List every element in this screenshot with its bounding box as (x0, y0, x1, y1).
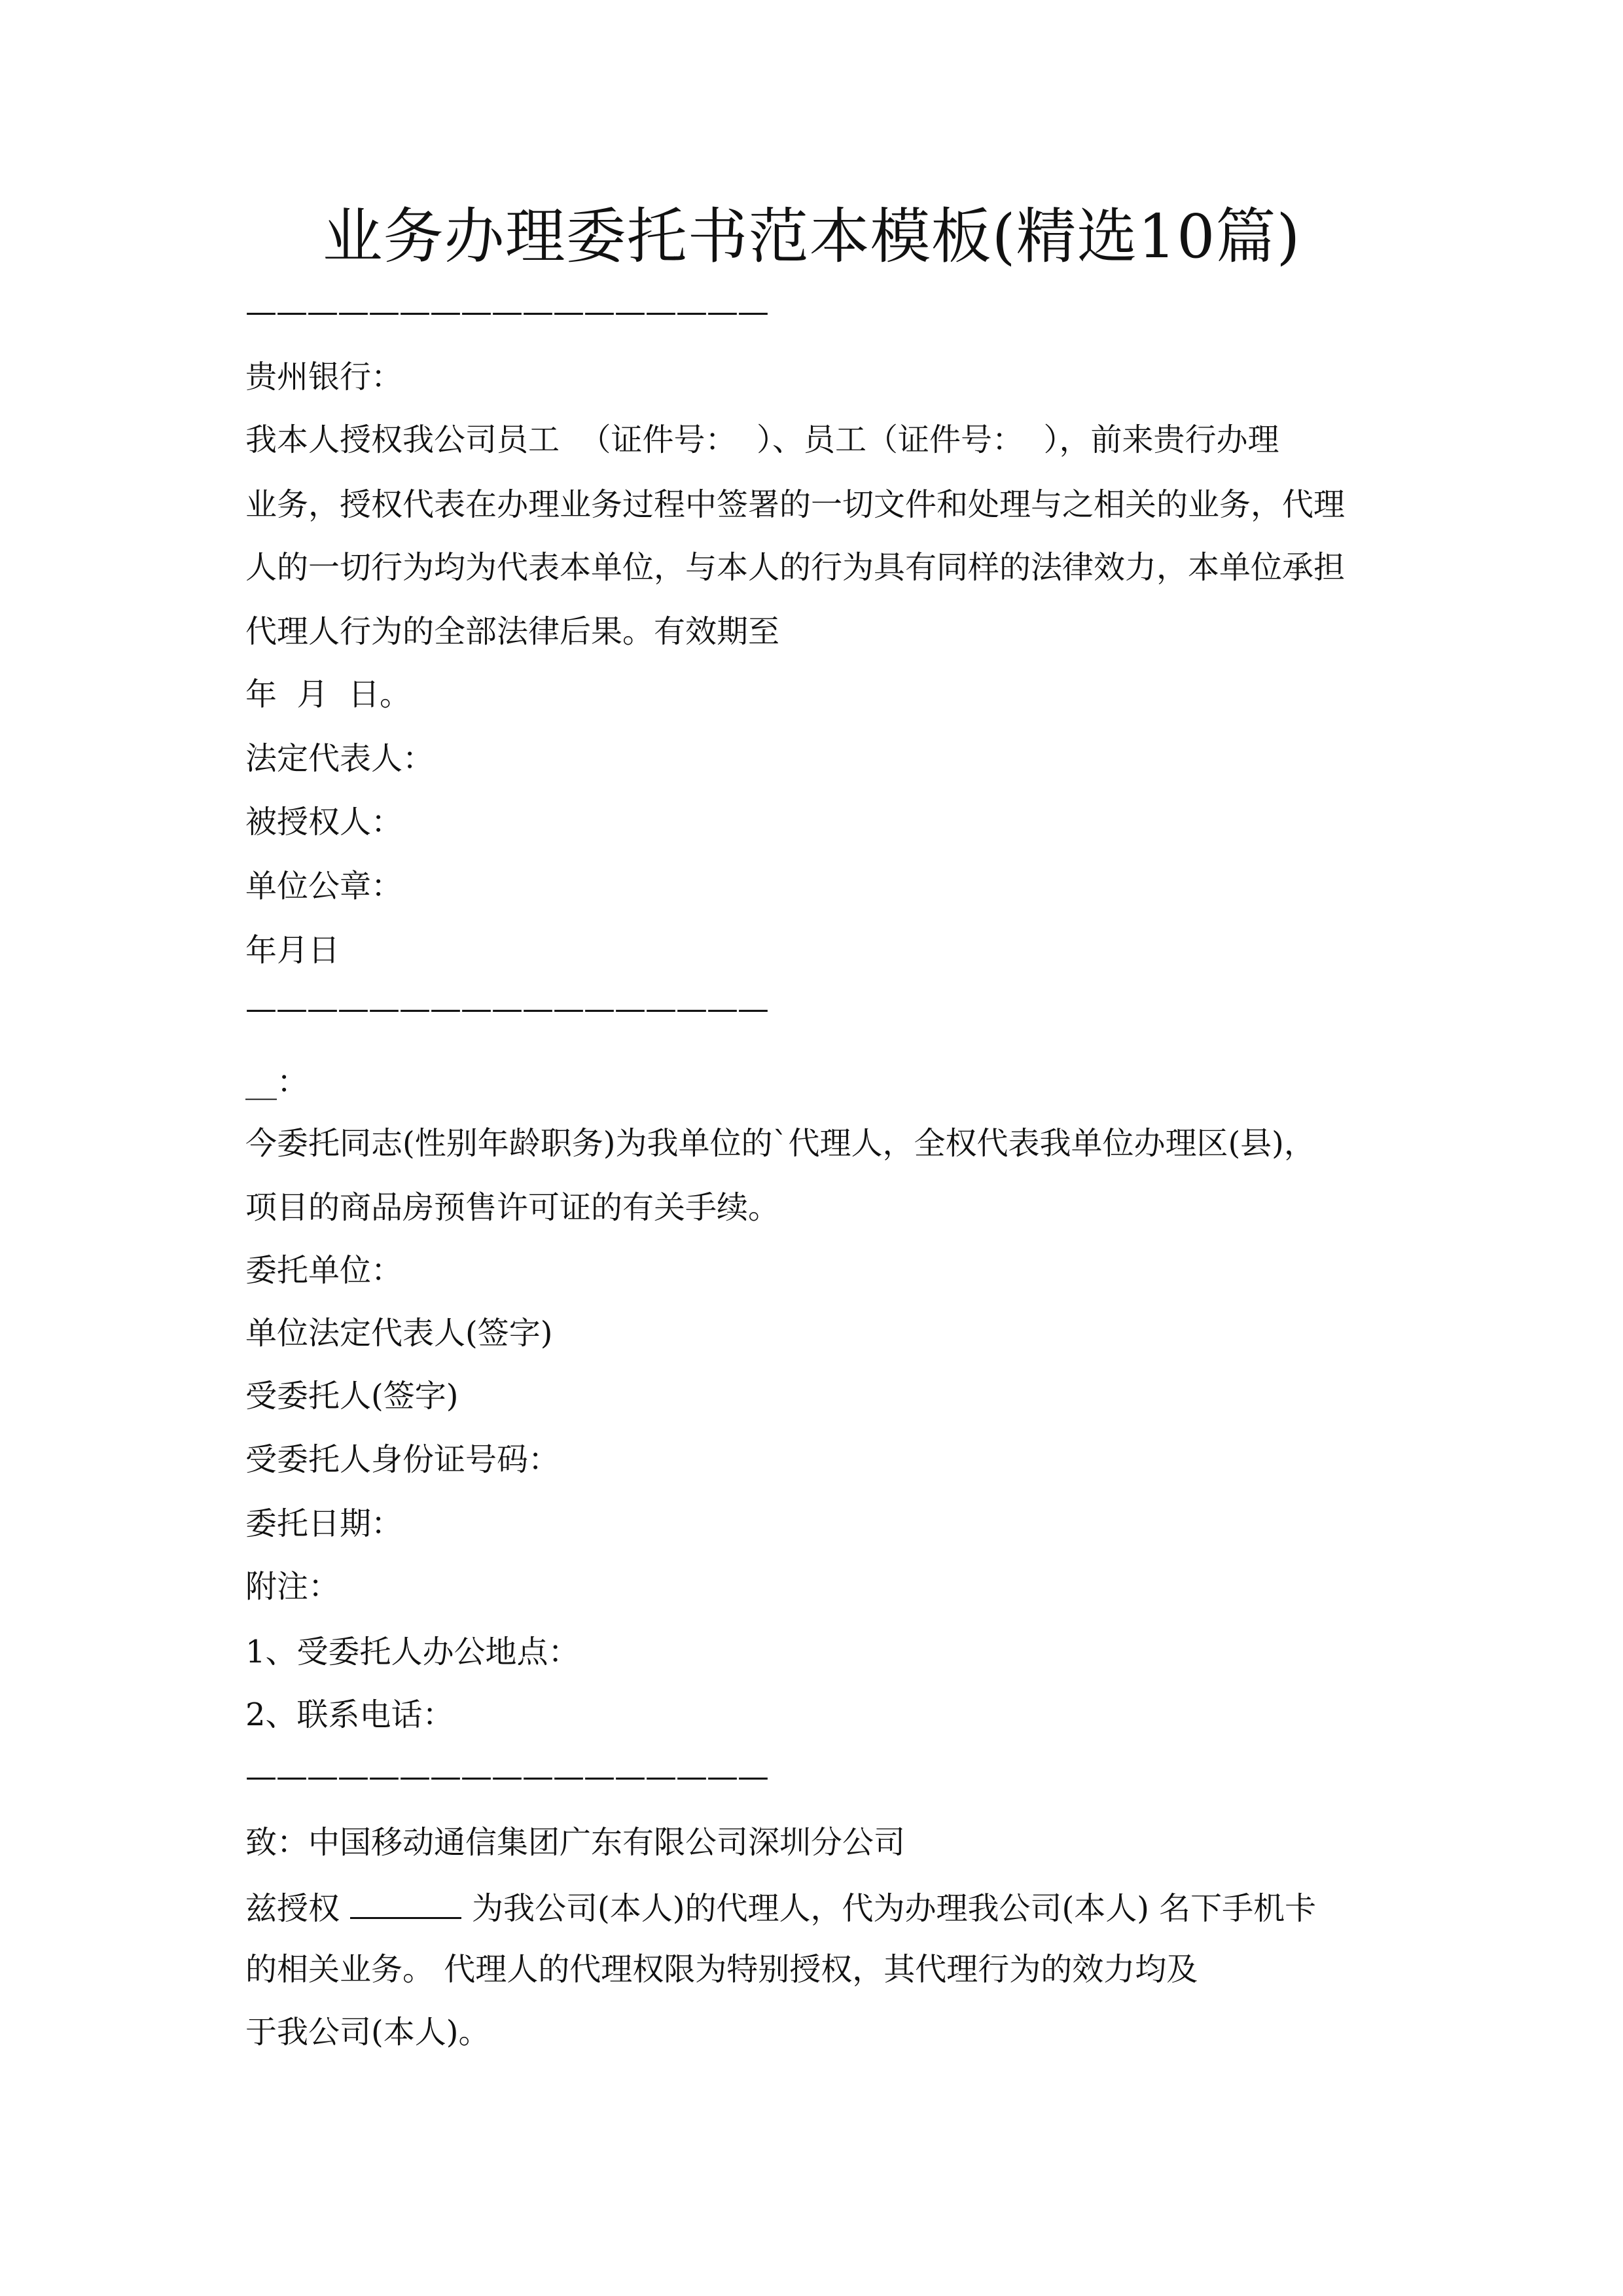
text-line: 单位法定代表人(签字) (245, 1315, 553, 1352)
text-line: 人的一切行为均为代表本单位，与本人的行为具有同样的法律效力，本单位承担 (245, 549, 1346, 586)
text-line: 受委托人身份证号码： (245, 1441, 560, 1478)
document-title: 业务办理委托书范本模板(精选10篇) (322, 202, 1301, 272)
text-line: 于我公司(本人)。 (245, 2014, 490, 2051)
section-divider: ————————————————— (245, 1758, 768, 1795)
text-line (245, 1890, 1317, 1927)
text-line: 项目的商品房预售许可证的有关手续。 (245, 1189, 780, 1226)
text-line: 贵州银行： (245, 359, 403, 395)
text-line: 的相关业务。 代理人的代理权限为特别授权，其代理行为的效力均及 (245, 1951, 1198, 1988)
text-line: 致：中国移动通信集团广东有限公司深圳分公司 (245, 1824, 906, 1861)
text-line: 代理人行为的全部法律后果。有效期至 (245, 613, 780, 650)
text-line: 受委托人(签字) (245, 1378, 459, 1414)
text-line: 1、受委托人办公地点： (245, 1634, 580, 1670)
blank-underline (350, 1891, 461, 1919)
text-line: 单位公章： (245, 868, 403, 905)
text-line: 业务，授权代表在办理业务过程中签署的一切文件和处理与之相关的业务，代理 (245, 486, 1346, 523)
section-divider: ————————————————— (245, 293, 768, 330)
text-line: 年月日 (245, 932, 340, 969)
text-fragment: 为我公司(本人)的代理人，代为办理我公司(本人) 名下手机卡 (472, 1890, 1317, 1927)
text-line: 我本人授权我公司员工 （证件号： ）、员工（证件号： ），前来贵行办理 (245, 422, 1279, 458)
text-line: 2、联系电话： (245, 1696, 454, 1733)
text-line: 委托日期： (245, 1505, 403, 1542)
text-fragment: 兹授权 (245, 1890, 340, 1927)
text-line: 年 月 日。 (245, 676, 412, 713)
text-line: 附注： (245, 1568, 340, 1605)
text-line: __： (245, 1064, 309, 1100)
text-line: 法定代表人： (245, 740, 435, 777)
text-line: 委托单位： (245, 1252, 403, 1289)
section-divider: ————————————————— (245, 990, 768, 1027)
text-line: 被授权人： (245, 804, 403, 840)
text-line: 今委托同志(性别年龄职务)为我单位的`代理人，全权代表我单位办理区(县)， (245, 1125, 1315, 1162)
